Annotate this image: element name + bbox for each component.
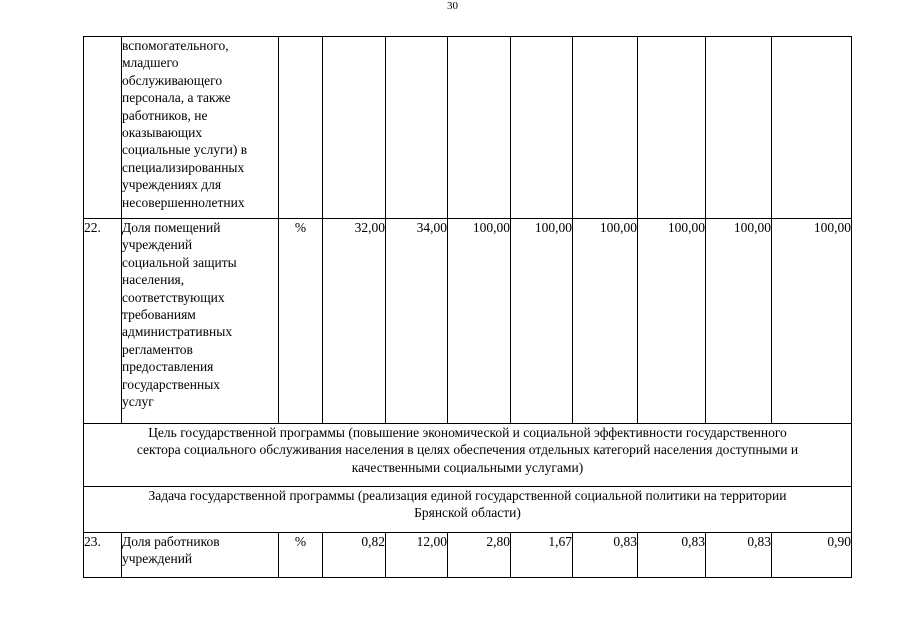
name-line: вспомогательного, — [122, 38, 229, 53]
name-line: Доля работников — [122, 534, 220, 549]
name-line: несовершеннолетних — [122, 194, 245, 210]
name-line: Доля помещений — [122, 220, 221, 235]
value-cell: 100,00 — [772, 219, 852, 424]
goal-line: сектора социального обслуживания населения в целях обеспечения отдельных категорий населения доступными и — [136, 442, 799, 458]
name-line: учреждений — [122, 551, 193, 567]
goal-line: Цель государственной программы (повышение экономической и социальной эффективности государственного — [148, 425, 787, 440]
name-line: работников, не — [122, 107, 208, 123]
name-line: государственных — [122, 376, 221, 392]
table-row-23 — [84, 533, 852, 578]
indicators-table — [83, 36, 852, 578]
value-cell — [323, 37, 386, 219]
value-cell: 0,83 — [638, 533, 706, 578]
value-cell — [573, 37, 638, 219]
name-line: социальной защиты — [122, 254, 237, 270]
value-cell — [511, 37, 573, 219]
value-cell: 100,00 — [638, 219, 706, 424]
task-line: Задача государственной программы (реализация единой государственной социальной политики на территории — [148, 488, 787, 503]
value-cell: 0,90 — [772, 533, 852, 578]
name-line: младшего — [122, 55, 179, 71]
value-cell — [638, 37, 706, 219]
name-line: административных — [122, 324, 233, 340]
indicator-name-cell — [122, 533, 279, 578]
name-line: требованиям — [122, 307, 196, 323]
value-cell: 100,00 — [511, 219, 573, 424]
value-cell: 0,83 — [706, 533, 772, 578]
name-line: персонала, а также — [122, 90, 231, 106]
value-cell — [386, 37, 448, 219]
table-row-continuation — [84, 37, 852, 219]
task-line: Брянской области) — [414, 505, 521, 521]
name-line: услуг — [122, 394, 154, 410]
name-line: учреждениях для — [122, 177, 222, 193]
value-cell: 2,80 — [448, 533, 511, 578]
unit-cell: % — [279, 533, 323, 578]
value-cell: 100,00 — [573, 219, 638, 424]
program-task-cell — [84, 487, 852, 533]
name-line: социальные услуги) в — [122, 142, 248, 158]
value-cell: 34,00 — [386, 219, 448, 424]
goal-line: качественными социальными услугами) — [351, 459, 584, 475]
value-cell: 1,67 — [511, 533, 573, 578]
value-cell: 32,00 — [323, 219, 386, 424]
name-line: населения, — [122, 272, 185, 288]
name-line: предоставления — [122, 359, 214, 375]
row-number-cell: 22. — [84, 219, 122, 424]
name-line: соответствующих — [122, 289, 225, 305]
unit-cell — [279, 37, 323, 219]
name-line: регламентов — [122, 341, 193, 357]
value-cell: 100,00 — [448, 219, 511, 424]
value-cell — [448, 37, 511, 219]
value-cell: 100,00 — [706, 219, 772, 424]
indicator-name-cell — [122, 219, 279, 424]
name-line: учреждений — [122, 237, 193, 253]
program-goal-cell — [84, 424, 852, 487]
value-cell: 12,00 — [386, 533, 448, 578]
value-cell: 0,83 — [573, 533, 638, 578]
row-number-cell: 23. — [84, 533, 122, 578]
name-line: специализированных — [122, 159, 245, 175]
value-cell — [706, 37, 772, 219]
unit-cell: % — [279, 219, 323, 424]
value-cell: 0,82 — [323, 533, 386, 578]
table-row-22 — [84, 219, 852, 424]
table-row-goal — [84, 424, 852, 487]
value-cell — [772, 37, 852, 219]
name-line: оказывающих — [122, 125, 203, 141]
page-number: 30 — [447, 0, 458, 12]
indicator-name-cell — [122, 37, 279, 219]
table-row-task — [84, 487, 852, 533]
row-number-cell — [84, 37, 122, 219]
name-line: обслуживающего — [122, 72, 223, 88]
